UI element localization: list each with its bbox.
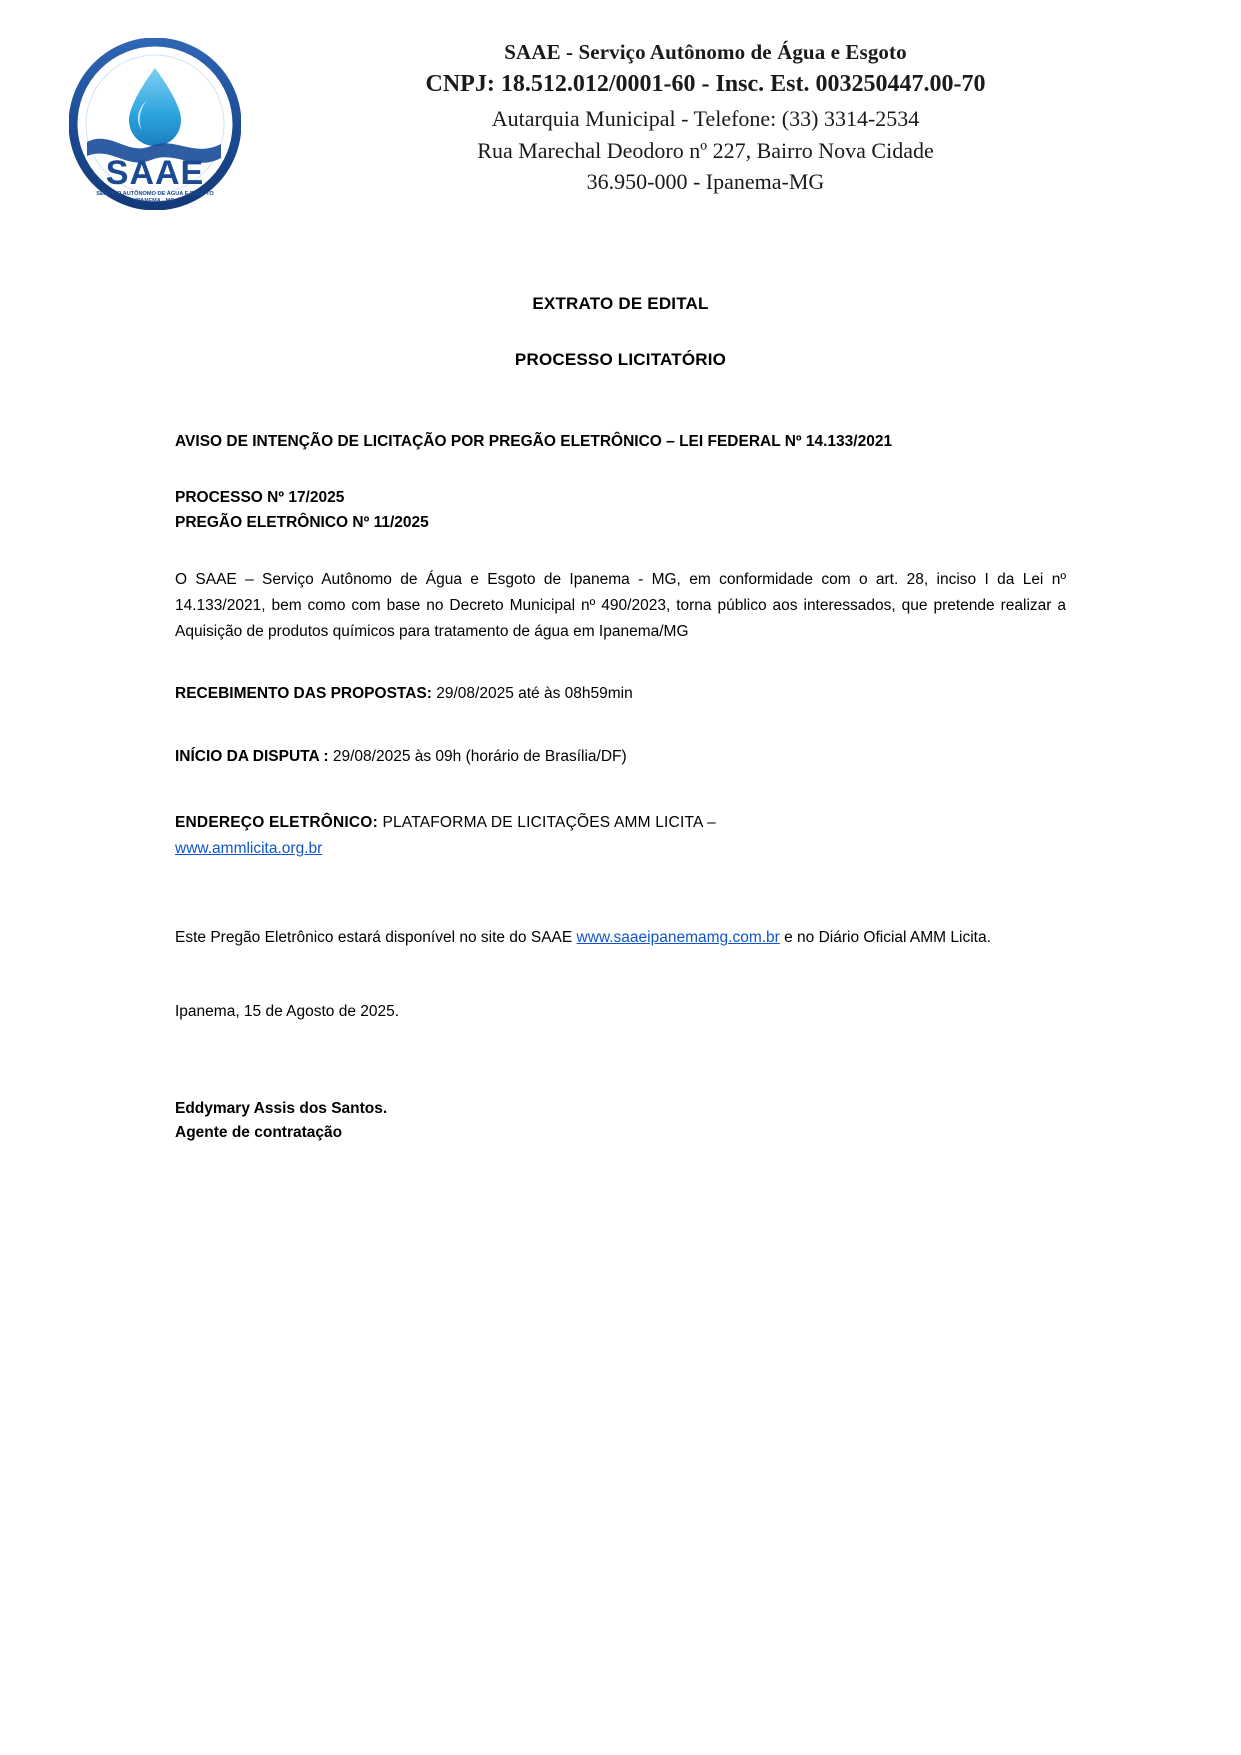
svg-text:SERVIÇO AUTÔNOMO DE ÁGUA E ESG: SERVIÇO AUTÔNOMO DE ÁGUA E ESGOTO <box>96 191 214 197</box>
endereco-eletronico-line <box>175 810 1066 861</box>
inicio-disputa-line <box>175 745 1066 770</box>
signer-role: Agente de contratação <box>175 1124 343 1142</box>
page-title: EXTRATO DE EDITAL <box>532 294 709 313</box>
recebimento-propostas-line <box>175 682 1066 707</box>
inicio-value: 29/08/2025 às 09h (horário de Brasília/DF) <box>328 748 627 766</box>
main-paragraph: O SAAE – Serviço Autônomo de Água e Esgoto de Ipanema - MG, em conformidade com o art. 28, inciso I da Lei nº 14.133/2021, bem como com base no Decreto Municipal nº 490/2023, torna público aos interessados, que pretende realizar a Aquisição de produtos químicos para tratamento de água em Ipanema/MG <box>175 571 1066 640</box>
page-subtitle: PROCESSO LICITATÓRIO <box>514 350 727 369</box>
processo-number: PROCESSO Nº 17/2025 <box>175 489 345 507</box>
document-body <box>0 294 1241 1145</box>
header-line-address: Rua Marechal Deodoro nº 227, Bairro Nova Cidade <box>477 137 934 163</box>
header-line-phone: Autarquia Municipal - Telefone: (33) 3314-2534 <box>491 106 920 132</box>
header-line-cnpj: CNPJ: 18.512.012/0001-60 - Insc. Est. 003250447.00-70 <box>425 71 986 98</box>
inicio-label: INÍCIO DA DISPUTA : <box>175 748 329 766</box>
title-block <box>175 294 1066 370</box>
saae-logo-icon <box>69 38 241 210</box>
signer-name: Eddymary Assis dos Santos. <box>175 1100 388 1118</box>
header-entity-details <box>290 38 1241 197</box>
ammlicita-link[interactable]: www.ammlicita.org.br <box>175 839 323 857</box>
availability-text-after: e no Diário Oficial AMM Licita. <box>779 929 991 947</box>
saae-site-link[interactable]: www.saaeipanemamg.com.br <box>576 929 780 947</box>
header-line-city: 36.950-000 - Ipanema-MG <box>586 169 825 195</box>
endereco-value: PLATAFORMA DE LICITAÇÕES AMM LICITA – <box>377 813 716 831</box>
process-identifiers <box>175 486 1066 535</box>
svg-text:IPANEMA - MG: IPANEMA - MG <box>135 198 175 204</box>
recebimento-value: 29/08/2025 até às 08h59min <box>431 685 633 703</box>
place-and-date: Ipanema, 15 de Agosto de 2025. <box>175 1003 400 1021</box>
availability-paragraph <box>175 925 1066 951</box>
notice-heading: AVISO DE INTENÇÃO DE LICITAÇÃO POR PREGÃO ELETRÔNICO – LEI FEDERAL Nº 14.133/2021 <box>175 433 893 450</box>
svg-text:SAAE: SAAE <box>105 154 205 192</box>
availability-text-before: Este Pregão Eletrônico estará disponível no site do SAAE <box>175 929 577 947</box>
logo-container <box>0 38 290 210</box>
recebimento-label: RECEBIMENTO DAS PROPOSTAS: <box>175 685 432 703</box>
pregao-number: PREGÃO ELETRÔNICO Nº 11/2025 <box>175 513 429 531</box>
document-header <box>0 0 1241 210</box>
signature-block <box>175 1097 1066 1145</box>
header-line-name: SAAE - Serviço Autônomo de Água e Esgoto <box>504 40 907 64</box>
endereco-label: ENDEREÇO ELETRÔNICO: <box>175 813 378 831</box>
